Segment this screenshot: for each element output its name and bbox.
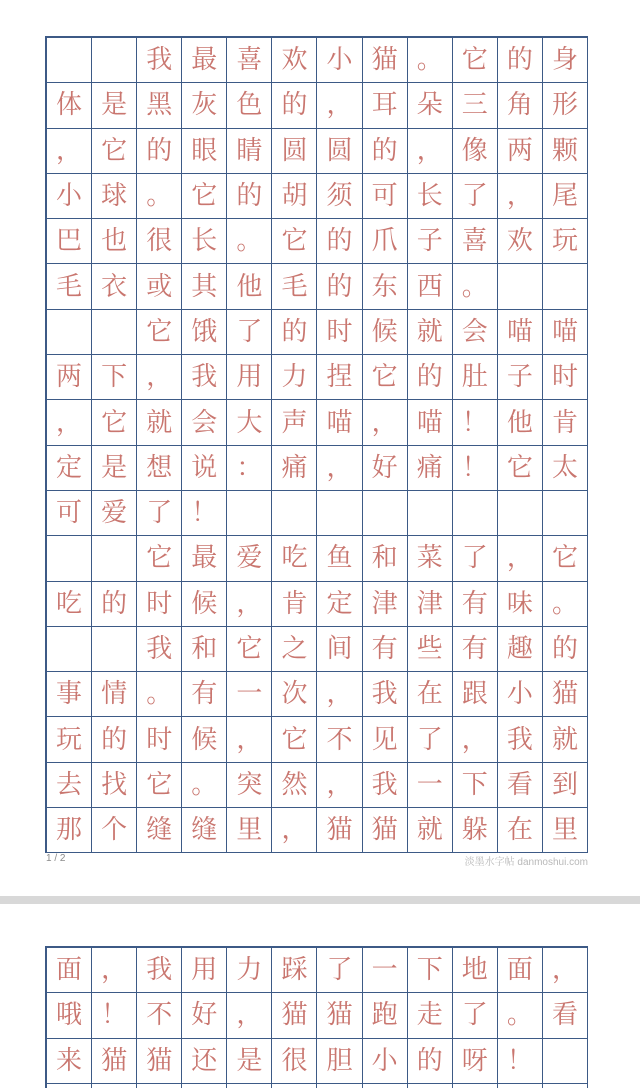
grid-cell: 下 xyxy=(92,355,137,400)
grid-cell: 声 xyxy=(272,400,317,445)
grid-cell: 喜 xyxy=(453,219,498,264)
grid-cell: 呀 xyxy=(453,1039,498,1084)
writing-grid xyxy=(45,946,588,1088)
grid-cell: 。 xyxy=(137,672,182,717)
grid-cell xyxy=(227,491,272,536)
grid-cell xyxy=(453,491,498,536)
grid-cell xyxy=(543,264,588,309)
grid-cell: 大 xyxy=(227,400,272,445)
grid-cell xyxy=(47,627,92,672)
grid-cell xyxy=(317,491,362,536)
grid-cell: 球 xyxy=(92,174,137,219)
grid-cell: 子 xyxy=(498,355,543,400)
grid-cell xyxy=(543,491,588,536)
grid-cell: 会 xyxy=(182,400,227,445)
grid-cell: 色 xyxy=(227,83,272,128)
grid-cell: 猫 xyxy=(543,672,588,717)
grid-cell: 会 xyxy=(453,310,498,355)
grid-cell: ， xyxy=(47,129,92,174)
grid-cell: 在 xyxy=(498,808,543,853)
grid-cell: 很 xyxy=(272,1039,317,1084)
grid-cell: 睛 xyxy=(227,129,272,174)
grid-cell: 的 xyxy=(363,129,408,174)
grid-cell xyxy=(363,1084,408,1088)
grid-cell: 圆 xyxy=(272,129,317,174)
grid-cell: 痛 xyxy=(408,446,453,491)
grid-cell xyxy=(408,1084,453,1088)
grid-cell: 的 xyxy=(408,1039,453,1084)
grid-cell: 它 xyxy=(543,536,588,581)
grid-cell: ！ xyxy=(182,491,227,536)
grid-cell: 时 xyxy=(317,310,362,355)
grid-cell: 子 xyxy=(408,219,453,264)
grid-cell: 面 xyxy=(498,948,543,993)
grid-cell xyxy=(182,1084,227,1088)
grid-cell: 它 xyxy=(137,763,182,808)
grid-cell: 毛 xyxy=(272,264,317,309)
grid-cell: 间 xyxy=(317,627,362,672)
grid-cell: 他 xyxy=(227,264,272,309)
grid-cell: 还 xyxy=(182,1039,227,1084)
grid-cell: 用 xyxy=(182,948,227,993)
grid-cell: 时 xyxy=(137,582,182,627)
grid-cell xyxy=(498,491,543,536)
grid-cell: 就 xyxy=(408,310,453,355)
grid-cell: 肯 xyxy=(272,582,317,627)
grid-cell: 小 xyxy=(47,174,92,219)
grid-cell xyxy=(47,1084,92,1088)
grid-cell: 看 xyxy=(543,993,588,1038)
grid-cell: 最 xyxy=(182,536,227,581)
grid-cell: 了 xyxy=(453,993,498,1038)
grid-cell xyxy=(47,536,92,581)
grid-cell: 不 xyxy=(137,993,182,1038)
grid-cell: 长 xyxy=(182,219,227,264)
grid-cell: 眼 xyxy=(182,129,227,174)
grid-cell: 的 xyxy=(92,717,137,762)
grid-cell: 吃 xyxy=(272,536,317,581)
grid-cell: 是 xyxy=(227,1039,272,1084)
grid-cell: 它 xyxy=(272,219,317,264)
grid-cell: 好 xyxy=(363,446,408,491)
grid-cell: 喵 xyxy=(498,310,543,355)
grid-cell: 个 xyxy=(92,808,137,853)
grid-cell: 玩 xyxy=(543,219,588,264)
grid-cell: 我 xyxy=(498,717,543,762)
grid-cell xyxy=(498,264,543,309)
grid-cell xyxy=(227,1084,272,1088)
grid-cell: 情 xyxy=(92,672,137,717)
grid-cell: ！ xyxy=(498,1039,543,1084)
grid-cell: 有 xyxy=(453,582,498,627)
grid-cell: 哦 xyxy=(47,993,92,1038)
grid-cell: 的 xyxy=(317,219,362,264)
grid-cell: 它 xyxy=(92,400,137,445)
grid-cell: 像 xyxy=(453,129,498,174)
grid-cell: 它 xyxy=(498,446,543,491)
grid-cell: 猫 xyxy=(137,1039,182,1084)
grid-cell: ！ xyxy=(453,446,498,491)
grid-cell: 力 xyxy=(227,948,272,993)
grid-cell: 趣 xyxy=(498,627,543,672)
grid-cell: 它 xyxy=(363,355,408,400)
grid-cell: ， xyxy=(47,400,92,445)
grid-cell: 然 xyxy=(272,763,317,808)
grid-cell: 猫 xyxy=(317,808,362,853)
grid-cell: 事 xyxy=(47,672,92,717)
grid-cell: 是 xyxy=(92,446,137,491)
grid-cell: 也 xyxy=(92,219,137,264)
grid-cell: 喵 xyxy=(317,400,362,445)
grid-cell: 它 xyxy=(92,129,137,174)
grid-cell: 一 xyxy=(227,672,272,717)
grid-cell: 猫 xyxy=(363,38,408,83)
grid-cell: 的 xyxy=(498,38,543,83)
grid-cell: ， xyxy=(498,174,543,219)
grid-cell: 小 xyxy=(363,1039,408,1084)
grid-cell: 它 xyxy=(137,310,182,355)
grid-cell: 就 xyxy=(408,808,453,853)
grid-cell: 或 xyxy=(137,264,182,309)
grid-cell: 。 xyxy=(453,264,498,309)
grid-cell xyxy=(543,1039,588,1084)
grid-cell: 我 xyxy=(137,948,182,993)
grid-cell: 它 xyxy=(453,38,498,83)
grid-cell: 爱 xyxy=(227,536,272,581)
grid-cell: 的 xyxy=(272,83,317,128)
grid-cell: ， xyxy=(543,948,588,993)
grid-cell: ， xyxy=(227,717,272,762)
grid-cell: 肯 xyxy=(543,400,588,445)
grid-cell xyxy=(137,1084,182,1088)
grid-cell: 。 xyxy=(182,763,227,808)
grid-cell: 的 xyxy=(408,355,453,400)
grid-cell: 我 xyxy=(137,627,182,672)
grid-cell: 颗 xyxy=(543,129,588,174)
grid-cell: 西 xyxy=(408,264,453,309)
grid-cell: 了 xyxy=(227,310,272,355)
grid-cell: ， xyxy=(317,83,362,128)
grid-cell: 两 xyxy=(47,355,92,400)
grid-cell: 是 xyxy=(92,83,137,128)
grid-cell: 不 xyxy=(317,717,362,762)
grid-cell xyxy=(92,536,137,581)
grid-cell: 可 xyxy=(363,174,408,219)
grid-cell: 猫 xyxy=(317,993,362,1038)
grid-cell: 东 xyxy=(363,264,408,309)
grid-cell: 候 xyxy=(182,582,227,627)
grid-cell: 。 xyxy=(137,174,182,219)
grid-cell: ， xyxy=(317,446,362,491)
grid-cell: 了 xyxy=(137,491,182,536)
grid-cell: 黑 xyxy=(137,83,182,128)
grid-cell: 定 xyxy=(317,582,362,627)
grid-cell: 面 xyxy=(47,948,92,993)
grid-cell: ， xyxy=(92,948,137,993)
grid-cell xyxy=(92,1084,137,1088)
grid-cell: 有 xyxy=(453,627,498,672)
grid-cell: ， xyxy=(363,400,408,445)
grid-cell: ！ xyxy=(92,993,137,1038)
grid-cell xyxy=(408,491,453,536)
grid-cell: 太 xyxy=(543,446,588,491)
grid-cell: ， xyxy=(317,672,362,717)
grid-cell: 欢 xyxy=(498,219,543,264)
grid-cell: 到 xyxy=(543,763,588,808)
grid-cell: ， xyxy=(137,355,182,400)
grid-cell: 我 xyxy=(363,763,408,808)
grid-cell: 。 xyxy=(498,993,543,1038)
writing-grid xyxy=(45,36,588,853)
grid-cell: 去 xyxy=(47,763,92,808)
grid-cell: 候 xyxy=(182,717,227,762)
grid-cell: 力 xyxy=(272,355,317,400)
grid-cell: 它 xyxy=(137,536,182,581)
grid-cell: 见 xyxy=(363,717,408,762)
grid-cell: 巴 xyxy=(47,219,92,264)
grid-cell: 毛 xyxy=(47,264,92,309)
grid-cell: ， xyxy=(453,717,498,762)
grid-cell: 饿 xyxy=(182,310,227,355)
grid-cell xyxy=(92,310,137,355)
grid-cell: 肚 xyxy=(453,355,498,400)
grid-cell: 。 xyxy=(408,38,453,83)
grid-cell: 来 xyxy=(47,1039,92,1084)
grid-cell: 体 xyxy=(47,83,92,128)
grid-cell: 朵 xyxy=(408,83,453,128)
grid-cell: 鱼 xyxy=(317,536,362,581)
grid-cell: 跑 xyxy=(363,993,408,1038)
grid-cell: ， xyxy=(498,536,543,581)
grid-cell: 圆 xyxy=(317,129,362,174)
grid-cell: 有 xyxy=(363,627,408,672)
grid-cell: 走 xyxy=(408,993,453,1038)
grid-cell xyxy=(453,1084,498,1088)
grid-cell: 味 xyxy=(498,582,543,627)
grid-cell xyxy=(272,1084,317,1088)
grid-cell: 和 xyxy=(182,627,227,672)
grid-cell xyxy=(543,1084,588,1088)
grid-cell: ， xyxy=(227,582,272,627)
grid-cell: 我 xyxy=(137,38,182,83)
grid-cell: 角 xyxy=(498,83,543,128)
grid-cell: 看 xyxy=(498,763,543,808)
grid-cell: 下 xyxy=(408,948,453,993)
grid-cell: 须 xyxy=(317,174,362,219)
grid-cell: 玩 xyxy=(47,717,92,762)
grid-cell: 三 xyxy=(453,83,498,128)
grid-cell: 时 xyxy=(137,717,182,762)
grid-cell: 它 xyxy=(227,627,272,672)
grid-cell: 形 xyxy=(543,83,588,128)
grid-cell: 菜 xyxy=(408,536,453,581)
grid-cell: ， xyxy=(227,993,272,1038)
grid-cell xyxy=(363,491,408,536)
grid-cell: ， xyxy=(272,808,317,853)
grid-cell: 突 xyxy=(227,763,272,808)
grid-cell: 它 xyxy=(182,174,227,219)
grid-cell: 痛 xyxy=(272,446,317,491)
grid-cell: 躲 xyxy=(453,808,498,853)
grid-cell: 在 xyxy=(408,672,453,717)
grid-cell: 其 xyxy=(182,264,227,309)
grid-cell: 很 xyxy=(137,219,182,264)
grid-cell: 身 xyxy=(543,38,588,83)
grid-cell: 地 xyxy=(453,948,498,993)
grid-cell: ： xyxy=(227,446,272,491)
grid-cell: 找 xyxy=(92,763,137,808)
grid-cell: 津 xyxy=(363,582,408,627)
grid-cell: 里 xyxy=(543,808,588,853)
grid-cell: 他 xyxy=(498,400,543,445)
grid-cell: ， xyxy=(408,129,453,174)
page-number: 1 / 2 xyxy=(46,853,66,864)
grid-cell: 跟 xyxy=(453,672,498,717)
grid-cell: 欢 xyxy=(272,38,317,83)
grid-cell: 次 xyxy=(272,672,317,717)
grid-cell: 候 xyxy=(363,310,408,355)
grid-cell: 用 xyxy=(227,355,272,400)
grid-cell: 的 xyxy=(137,129,182,174)
grid-cell: 下 xyxy=(453,763,498,808)
grid-cell xyxy=(47,310,92,355)
grid-cell: 的 xyxy=(227,174,272,219)
grid-cell: 时 xyxy=(543,355,588,400)
grid-cell: 有 xyxy=(182,672,227,717)
grid-cell: 的 xyxy=(92,582,137,627)
grid-cell: 长 xyxy=(408,174,453,219)
grid-cell: ！ xyxy=(453,400,498,445)
grid-cell: 喵 xyxy=(543,310,588,355)
grid-cell: 定 xyxy=(47,446,92,491)
grid-cell: 说 xyxy=(182,446,227,491)
grid-cell: 踩 xyxy=(272,948,317,993)
grid-cell: 胡 xyxy=(272,174,317,219)
grid-cell: 之 xyxy=(272,627,317,672)
grid-cell: 小 xyxy=(317,38,362,83)
grid-cell xyxy=(317,1084,362,1088)
grid-cell xyxy=(92,38,137,83)
grid-cell: 尾 xyxy=(543,174,588,219)
grid-cell: 的 xyxy=(543,627,588,672)
grid-cell: 一 xyxy=(363,948,408,993)
grid-cell: 喜 xyxy=(227,38,272,83)
grid-cell: 津 xyxy=(408,582,453,627)
grid-cell: 捏 xyxy=(317,355,362,400)
grid-cell: 一 xyxy=(408,763,453,808)
grid-cell: 的 xyxy=(272,310,317,355)
grid-cell: 了 xyxy=(453,536,498,581)
grid-cell: 缝 xyxy=(137,808,182,853)
grid-cell: 猫 xyxy=(363,808,408,853)
grid-cell xyxy=(498,1084,543,1088)
grid-cell: 好 xyxy=(182,993,227,1038)
grid-cell: 衣 xyxy=(92,264,137,309)
grid-cell: 吃 xyxy=(47,582,92,627)
watermark: 淡墨水字帖 danmoshui.com xyxy=(464,857,588,868)
grid-cell: 两 xyxy=(498,129,543,174)
grid-cell: 我 xyxy=(363,672,408,717)
grid-cell: 它 xyxy=(272,717,317,762)
grid-cell: 了 xyxy=(408,717,453,762)
grid-cell: 喵 xyxy=(408,400,453,445)
grid-cell: 胆 xyxy=(317,1039,362,1084)
grid-cell: 猫 xyxy=(272,993,317,1038)
grid-cell: 和 xyxy=(363,536,408,581)
grid-cell: 就 xyxy=(543,717,588,762)
grid-cell: 。 xyxy=(227,219,272,264)
grid-cell: ， xyxy=(317,763,362,808)
grid-cell: 可 xyxy=(47,491,92,536)
grid-cell: 那 xyxy=(47,808,92,853)
grid-cell: 爪 xyxy=(363,219,408,264)
grid-cell: 了 xyxy=(453,174,498,219)
grid-cell: 。 xyxy=(543,582,588,627)
grid-cell: 里 xyxy=(227,808,272,853)
grid-cell: 的 xyxy=(317,264,362,309)
grid-cell: 灰 xyxy=(182,83,227,128)
grid-cell xyxy=(92,627,137,672)
grid-cell: 耳 xyxy=(363,83,408,128)
grid-cell: 想 xyxy=(137,446,182,491)
grid-cell: 最 xyxy=(182,38,227,83)
page-divider xyxy=(0,896,640,904)
grid-cell xyxy=(272,491,317,536)
grid-cell xyxy=(47,38,92,83)
grid-cell: 些 xyxy=(408,627,453,672)
grid-cell: 爱 xyxy=(92,491,137,536)
grid-cell: 我 xyxy=(182,355,227,400)
grid-cell: 就 xyxy=(137,400,182,445)
grid-cell: 小 xyxy=(498,672,543,717)
grid-cell: 缝 xyxy=(182,808,227,853)
grid-cell: 了 xyxy=(317,948,362,993)
grid-cell: 猫 xyxy=(92,1039,137,1084)
worksheet-page-2 xyxy=(0,904,640,1088)
